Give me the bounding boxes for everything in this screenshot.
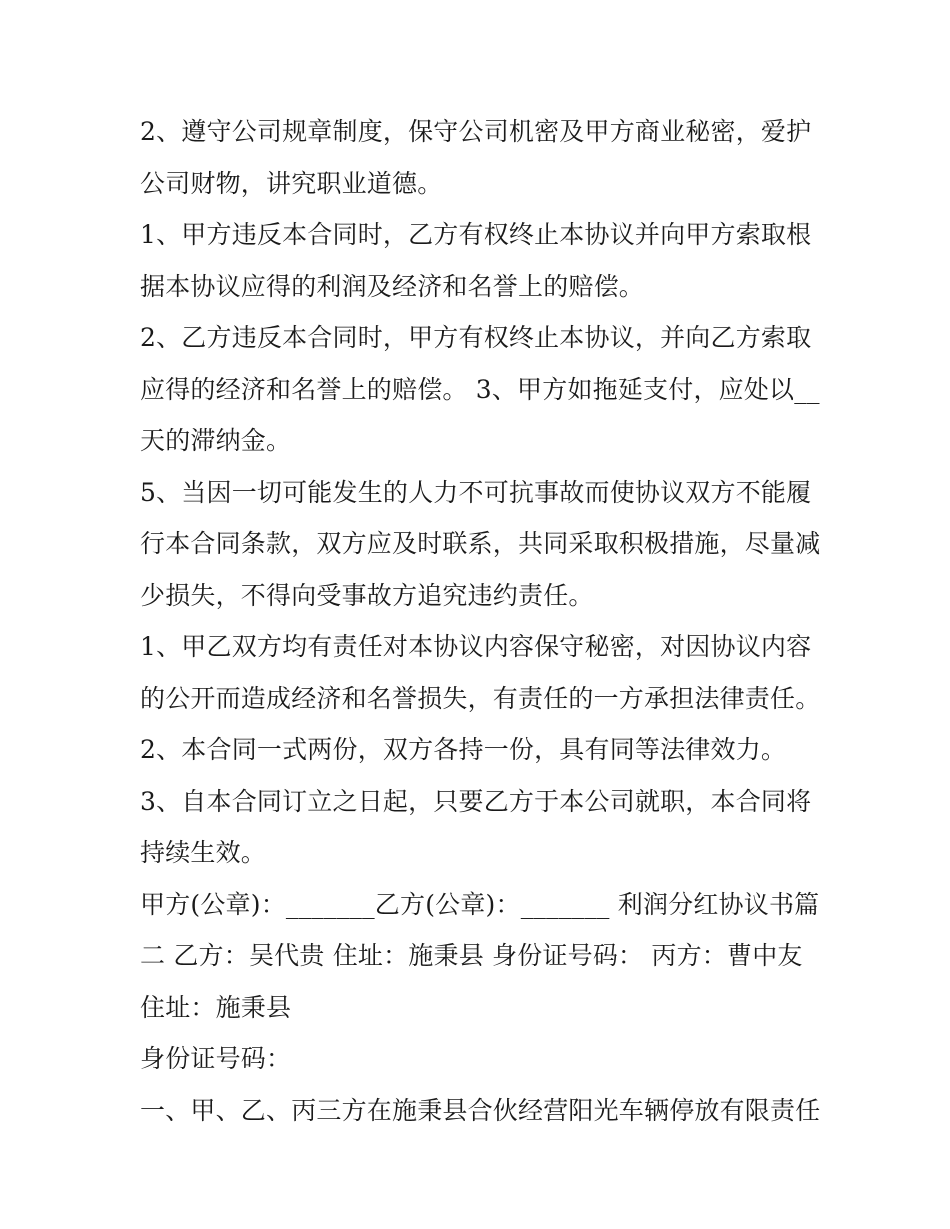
text-line: 天的滞纳金。 [140,426,292,455]
text-line: 3、自本合同订立之日起，只要乙方于本公司就职，本合同将 [140,786,812,816]
text-line: 的公开而造成经济和名誉损失，有责任的一方承担法律责任。 [140,683,821,713]
text-line: 二 乙方：吴代贵 住址：施秉县 身份证号码： 丙方：曹中友 [140,941,803,970]
text-line: 2、遵守公司规章制度，保守公司机密及甲方商业秘密，爱护 [140,117,812,146]
text-line: 住址：施秉县 [140,992,292,1022]
text-line: 少损失，不得向受事故方追究违约责任。 [140,580,594,610]
text-line: 行本合同条款，双方应及时联系，共同采取积极措施，尽量减 [140,529,821,558]
text-line: 持续生效。 [140,838,267,867]
text-line: 5、当因一切可能发生的人力不可抗事故而使协议双方不能履 [140,477,812,507]
text-line: 甲方(公章)：_______乙方(公章)：_______ 利润分红协议书篇 [140,889,820,919]
text-line: 身份证号码： [140,1044,292,1073]
text-line: 2、本合同一式两份，双方各持一份，具有同等法律效力。 [140,735,787,764]
text-line: 据本协议应得的利润及经济和名誉上的赔偿。 [140,271,645,301]
text-line: 2、乙方违反本合同时，甲方有权终止本协议，并向乙方索取 [140,323,812,352]
document-body [140,106,820,1136]
text-line: 应得的经济和名誉上的赔偿。 3、甲方如拖延支付，应处以__ [140,374,820,404]
text-line: 公司财物，讲究职业道德。 [140,168,443,198]
text-line: 1、甲乙双方均有责任对本协议内容保守秘密，对因协议内容 [140,632,812,661]
text-line: 1、甲方违反本合同时，乙方有权终止本协议并向甲方索取根 [140,220,812,249]
text-line: 一、甲、乙、丙三方在施秉县合伙经营阳光车辆停放有限责任 [140,1095,821,1125]
